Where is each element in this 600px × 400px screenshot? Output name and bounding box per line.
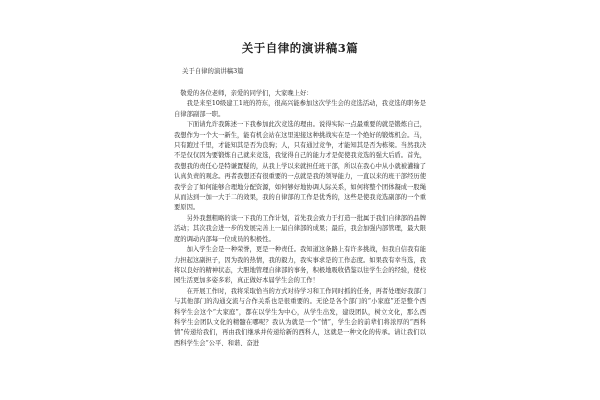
paragraph-greeting: 敬爱的各位老师，亲爱的同学们，大家晚上好：: [180, 90, 313, 97]
paragraph-reasons: 下面请允许我陈述一下我参加此次竞选的理由。说得实际一点最重要的就是锻炼自己，我想作为一个大一新生，能有机会站在这里迎接这种挑战实在是一个绝好的锻炼机会。马，只有跑过千里，才能知其是否为良驹；人，只有通过竞争，才能知其是否为栋梁。当然我决不是仅仅因为要锻炼自己就来竞选，我觉得自己的能力才是促使我竞选的强大后盾。首先，我想我的责任心是特谦置疑的，从我上学以来就担任班干部，所以在我心中从小就被灌输了认真负责的观念。再者我想还有很重要的一点就是我的领导能力，一直以来的班干部经历使我学会了如何能够合理地分配资源，如何够好地协调人际关系，如何将整个团体凝成一股绳从而达到一加一大于二的效果，我的自律部的工作是优秀的，这些是使我竞选副部的一个重要原因。: [174, 121, 426, 212]
paragraph-plan: 另外我想粗略的谈一下我的工作计划，首先我会致力于打造一批属于我们自律部的品牌活动；其次我会进一步的发展完善上一届自律部的成果；最后，我会加强内部管理，最大限度的调动内部每一位成员的积极性。: [174, 214, 426, 243]
document-subtitle: 关于自律的演讲稿3篇: [182, 67, 244, 75]
paragraph-responsibility: 加入学生会是一种荣誉，更是一种责任。我知道这条路上有许多挑战，但我自信我有能力担起这副担子，因为我的热情，我的毅力，我实事求是的工作态度。如果我有幸当选，我将以良好的精神状态，大胆地管理自律部的事务，积极地吸收借鉴以往学生会的经验，使校园生活更加多姿多彩，真正做好本届学生会的工作！: [174, 246, 426, 285]
document-content: [174, 40, 426, 349]
paragraph-intro: 我是来至10级建工1班的符东，很高兴能参加这次学生会的竞选活动，我竞选的职务是自律部副部一职。: [174, 100, 426, 118]
paragraph-work: 在开展工作时，我将采取恰当的方式对待学习和工作同时抓的任务，再者处理好我部门与其他部门的沟通交流与合作关系也是很重要的。无论是各个部门的“小家庭”还是整个西科学生会这个“大家庭”，都在以学生为中心，从学生出发，建设团队，树立文化，那么西科学生会团队文化的精髓在哪呢？我认为就是一个“情”，学生会的前辈们将浓厚的“西科情”传递给我们，再由我们继承并传递给新的西科人，这就是一种文化的传承。请让我们以西科学生会“公平、和谐、奋进: [174, 287, 426, 347]
document-body: [174, 89, 426, 349]
document-title: 关于自律的演讲稿3篇: [241, 41, 359, 55]
